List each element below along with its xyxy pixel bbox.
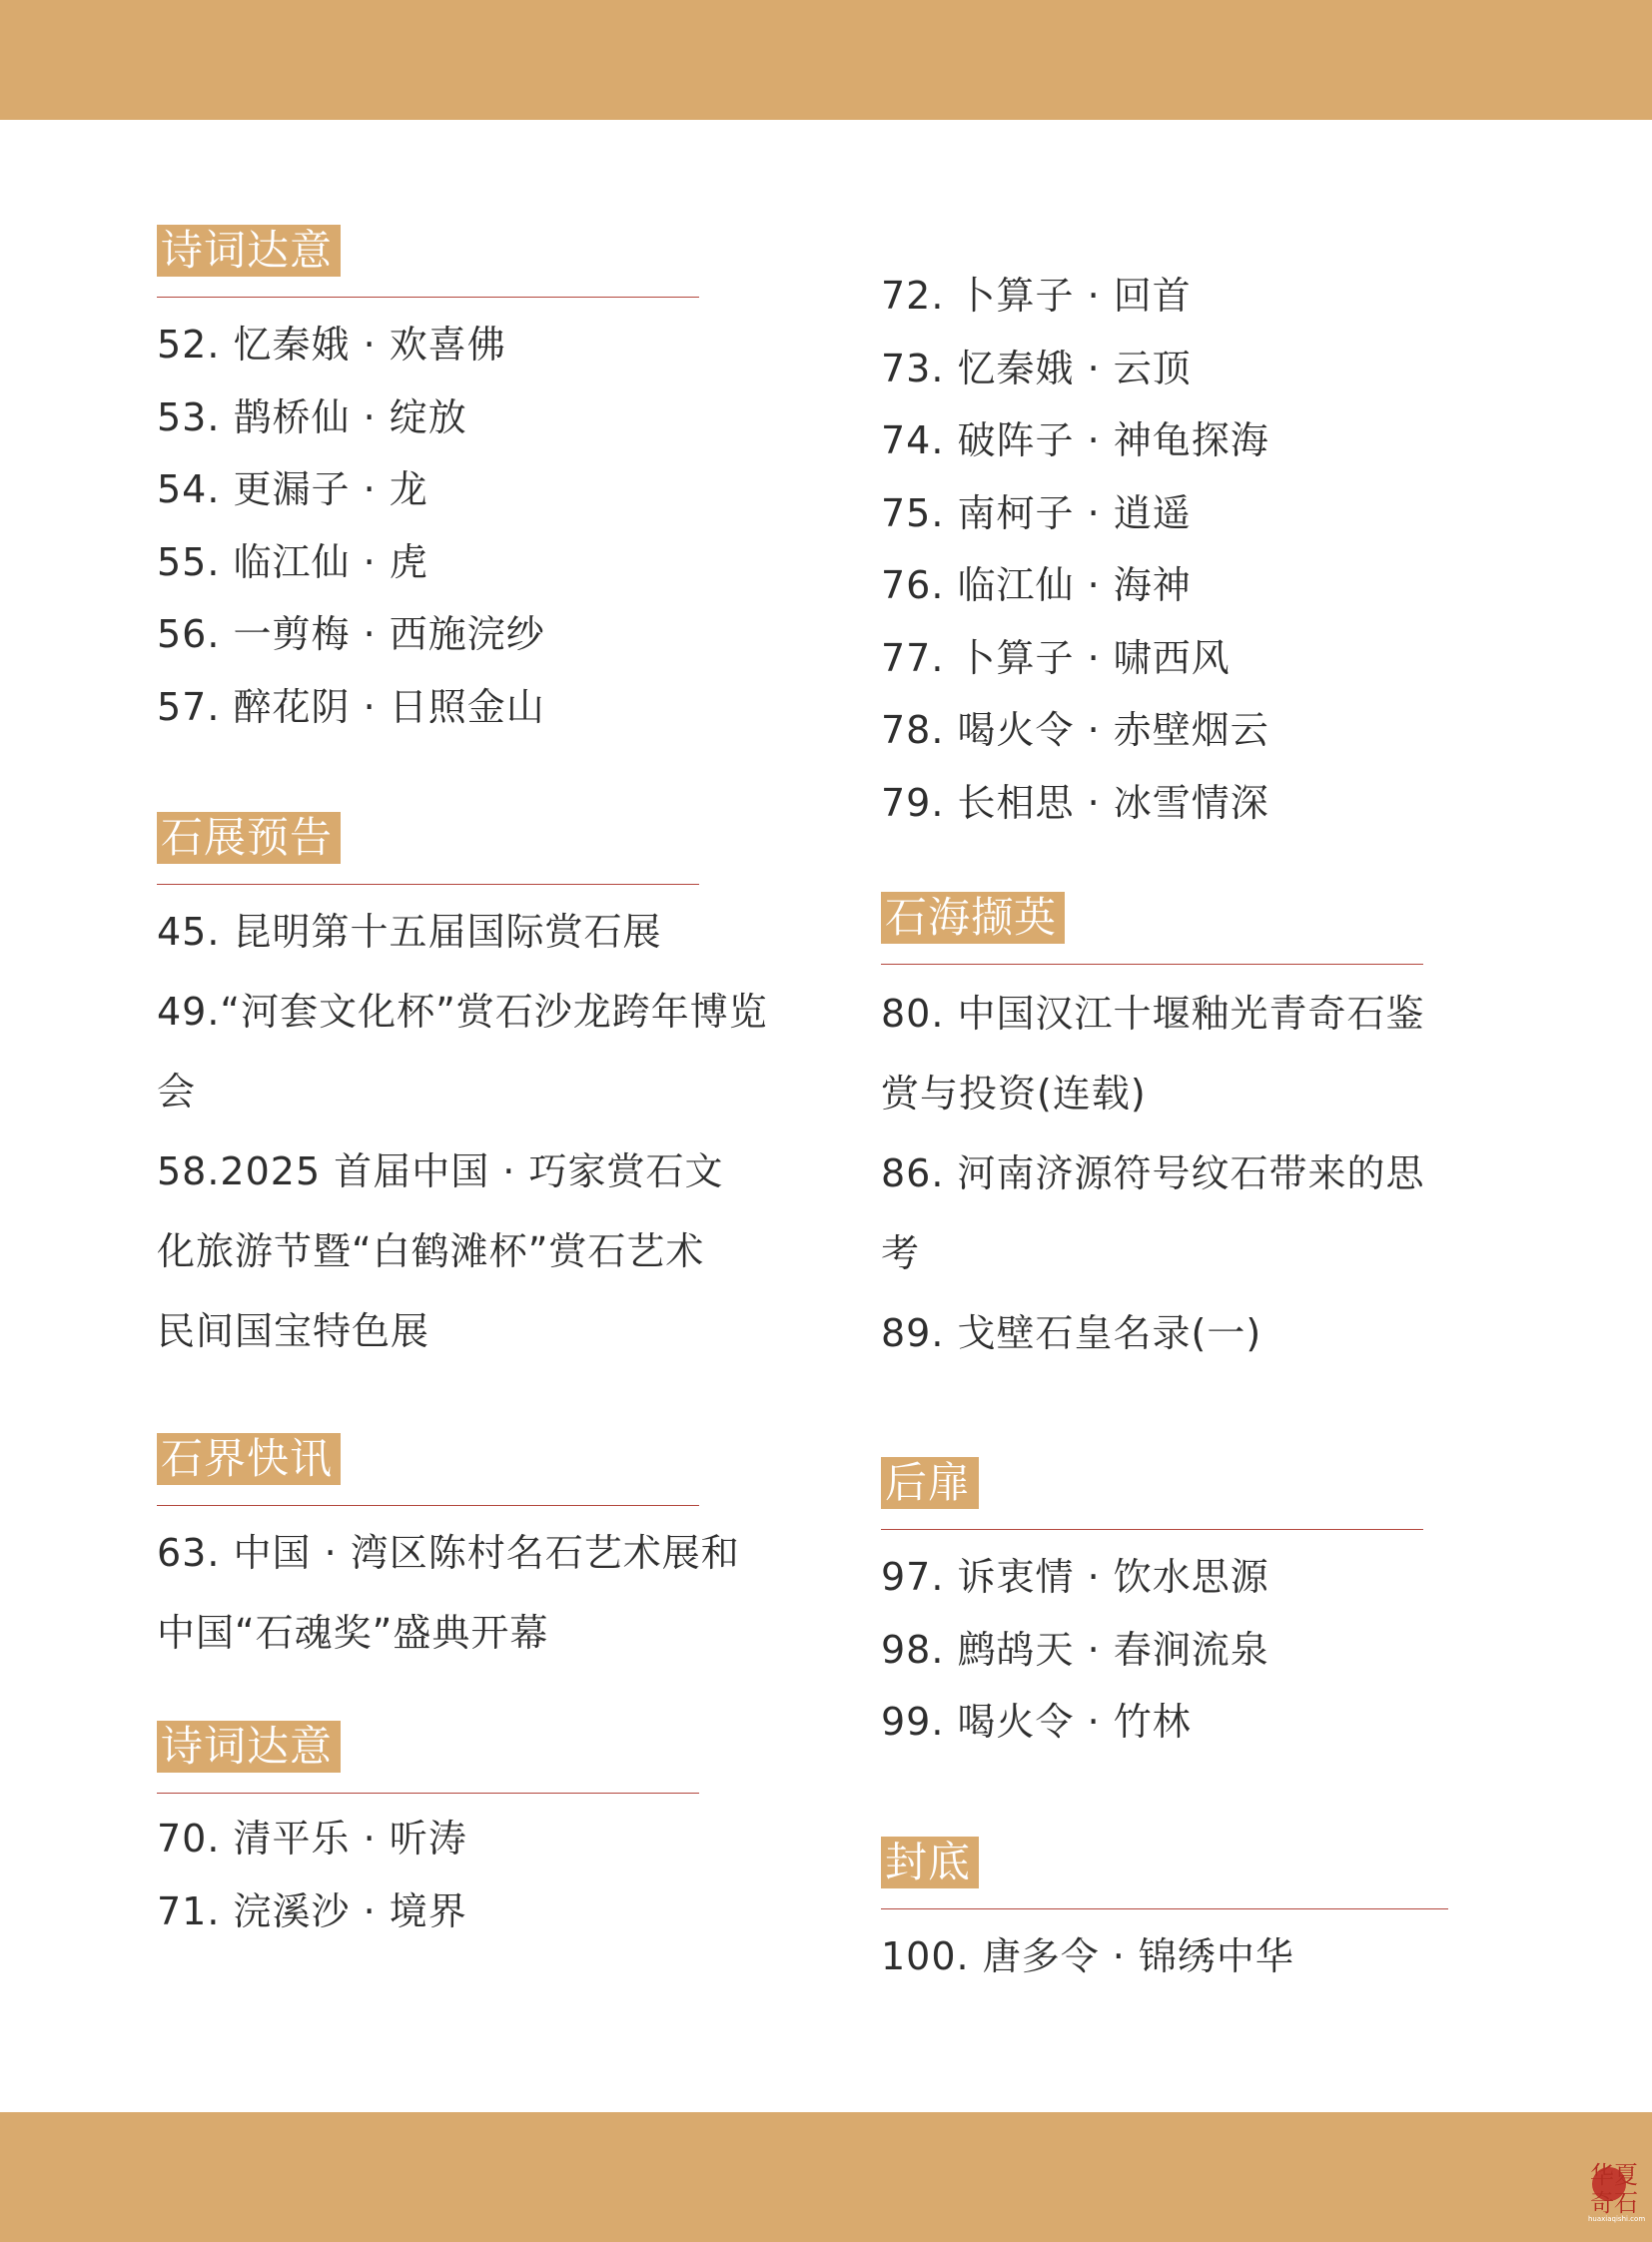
section-list (881, 974, 1440, 1373)
section-title: 封底 (881, 1837, 979, 1888)
section-header (881, 1837, 1294, 1910)
section-header (157, 225, 545, 299)
toc-entry[interactable]: 57. 醉花阴 · 日照金山 (157, 684, 545, 729)
toc-entry[interactable]: 52. 忆秦娥 · 欢喜佛 (157, 323, 506, 367)
toc-section (157, 225, 545, 743)
section-list (157, 892, 796, 1371)
toc-section (881, 892, 1440, 1373)
section-title: 石海撷英 (881, 892, 1065, 944)
section-title: 石界快讯 (157, 1433, 341, 1485)
toc-entry[interactable]: 100. 唐多令 · 锦绣中华 (881, 1934, 1294, 1978)
toc-section-continued (881, 260, 1269, 839)
toc-entry[interactable]: 77. 卜算子 · 啸西风 (881, 635, 1231, 680)
logo-url: huaxiaqishi.com (1588, 2215, 1646, 2223)
toc-section (881, 1457, 1269, 1759)
section-list (157, 1803, 467, 1947)
section-divider (157, 297, 699, 298)
section-title: 石展预告 (157, 812, 341, 864)
toc-entry[interactable]: 89. 戈壁石皇名录(一) (881, 1311, 1262, 1355)
toc-entry[interactable]: 63. 中国 · 湾区陈村名石艺术展和中国“石魂奖”盛典开幕 (157, 1531, 740, 1655)
toc-entry[interactable]: 78. 喝火令 · 赤壁烟云 (881, 708, 1269, 752)
publisher-logo (1586, 2157, 1646, 2227)
toc-entry[interactable]: 45. 昆明第十五届国际赏石展 (157, 910, 662, 954)
section-divider (157, 1505, 699, 1506)
toc-entry[interactable]: 98. 鹧鸪天 · 春涧流泉 (881, 1627, 1269, 1672)
toc-entry[interactable]: 55. 临江仙 · 虎 (157, 539, 428, 584)
toc-section (157, 1721, 467, 1947)
toc-section (157, 1433, 746, 1673)
section-header (881, 1457, 1269, 1531)
toc-entry[interactable]: 99. 喝火令 · 竹林 (881, 1700, 1192, 1744)
section-list (881, 260, 1269, 839)
section-list (881, 1920, 1294, 1993)
section-header (157, 812, 796, 886)
toc-section (881, 1837, 1294, 1993)
section-list (157, 309, 545, 743)
section-divider (157, 884, 699, 885)
toc-entry[interactable]: 72. 卜算子 · 回首 (881, 274, 1192, 318)
logo-text: 华夏奇石 (1590, 2161, 1638, 2217)
toc-entry[interactable]: 74. 破阵子 · 神龟探海 (881, 418, 1269, 462)
toc-entry[interactable]: 80. 中国汉江十堰釉光青奇石鉴赏与投资(连载) (881, 992, 1425, 1116)
toc-entry[interactable]: 97. 诉衷情 · 饮水思源 (881, 1555, 1269, 1599)
section-divider (881, 964, 1423, 965)
toc-entry[interactable]: 58.2025 首届中国 · 巧家赏石文化旅游节暨“白鹤滩杯”赏石艺术民间国宝特色展 (157, 1149, 724, 1353)
toc-entry[interactable]: 73. 忆秦娥 · 云顶 (881, 346, 1192, 390)
toc-entry[interactable]: 75. 南柯子 · 逍遥 (881, 490, 1192, 535)
top-decorative-band (0, 0, 1652, 120)
toc-entry[interactable]: 70. 清平乐 · 听涛 (157, 1817, 467, 1861)
toc-entry[interactable]: 71. 浣溪沙 · 境界 (157, 1888, 467, 1933)
toc-entry[interactable]: 54. 更漏子 · 龙 (157, 467, 428, 511)
section-divider (881, 1529, 1423, 1530)
section-list (157, 1513, 746, 1673)
section-header (157, 1721, 467, 1795)
section-title: 诗词达意 (157, 1721, 341, 1773)
section-title: 后扉 (881, 1457, 979, 1509)
bottom-decorative-band (0, 2112, 1652, 2242)
toc-entry[interactable]: 76. 临江仙 · 海神 (881, 563, 1192, 607)
toc-entry[interactable]: 49.“河套文化杯”赏石沙龙跨年博览会 (157, 990, 768, 1114)
toc-section (157, 812, 796, 1371)
toc-entry[interactable]: 56. 一剪梅 · 西施浣纱 (157, 612, 545, 656)
section-list (881, 1541, 1269, 1759)
section-divider (881, 1908, 1448, 1909)
toc-entry[interactable]: 53. 鹊桥仙 · 绽放 (157, 394, 467, 439)
toc-entry[interactable]: 79. 长相思 · 冰雪情深 (881, 780, 1269, 825)
section-title: 诗词达意 (157, 225, 341, 277)
section-header (881, 892, 1440, 966)
section-divider (157, 1793, 699, 1794)
toc-entry[interactable]: 86. 河南济源符号纹石带来的思考 (881, 1151, 1425, 1275)
section-header (157, 1433, 746, 1507)
